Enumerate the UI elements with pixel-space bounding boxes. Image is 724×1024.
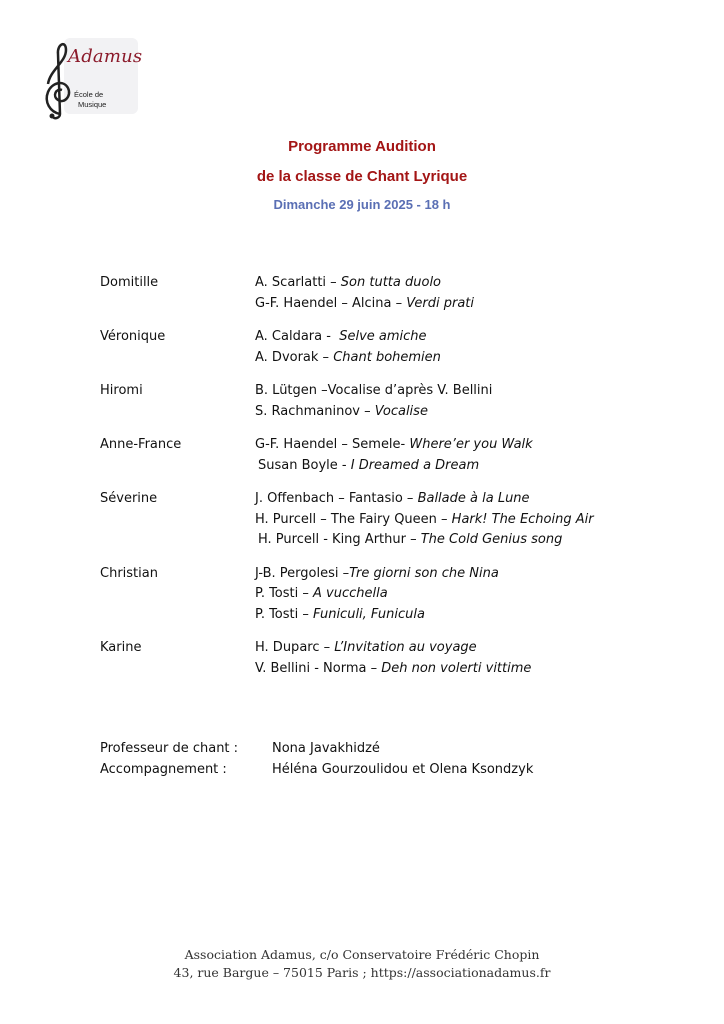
piece-composer-work: H. Purcell - King Arthur – (258, 532, 421, 547)
piece-line (255, 659, 660, 680)
piece-composer-work: P. Tosti – (255, 586, 314, 601)
page-title: Programme Audition (288, 138, 436, 155)
singer-name: Anne-France (100, 437, 182, 452)
singer-name: Karine (100, 640, 142, 655)
piece-title: Deh non volerti vittime (381, 660, 532, 676)
school-logo (38, 34, 142, 120)
piece-composer-work: B. Lütgen –Vocalise d’après V. Bellini (255, 383, 493, 398)
program-list (100, 273, 660, 692)
piece-title: A vucchella (313, 586, 388, 601)
piece-title: Hark! The Echoing Air (451, 511, 594, 527)
piece-line (255, 273, 660, 294)
singer-name: Véronique (100, 329, 166, 344)
piece-composer-work: H. Purcell – The Fairy Queen – (255, 511, 452, 527)
piece-line (255, 530, 660, 551)
singer-name: Séverine (100, 491, 158, 506)
piece-title: Funiculi, Funicula (313, 606, 425, 622)
piece-title: Son tutta duolo (340, 275, 442, 290)
piece-composer-work: V. Bellini - Norma – (255, 660, 382, 676)
piece-composer-work: P. Tosti – (255, 606, 314, 622)
piece-composer-work: A. Caldara - (255, 329, 340, 344)
footer-address-line-1: Association Adamus, c/o Conservatoire Frédéric Chopin (184, 947, 540, 962)
piece-list (255, 638, 660, 679)
program-entry (100, 327, 660, 368)
singer-name: Domitille (100, 275, 159, 290)
piece-list (255, 327, 660, 368)
piece-title: Verdi prati (406, 295, 475, 311)
piece-composer-work: A. Scarlatti – (255, 275, 341, 290)
piece-line (255, 348, 660, 369)
event-date: Dimanche 29 juin 2025 - 18 h (273, 197, 451, 212)
piece-list (255, 435, 660, 476)
piece-composer-work: G-F. Haendel – Alcina – (255, 295, 407, 311)
piece-composer-work: S. Rachmaninov – (255, 403, 375, 419)
piece-list (255, 381, 660, 422)
piece-title: Where’er you Walk (409, 437, 533, 452)
credits-section (100, 739, 533, 780)
piece-line (255, 584, 660, 605)
piece-line (255, 381, 660, 402)
piece-title: Selve amiche (339, 329, 427, 344)
credit-label: Accompagnement : (100, 761, 227, 777)
piece-composer-work: J-B. Pergolesi – (255, 565, 350, 581)
piece-line (255, 402, 660, 423)
credit-label: Professeur de chant : (100, 741, 239, 756)
piece-composer-work: H. Duparc – (255, 640, 335, 655)
program-entry (100, 381, 660, 422)
logo-brand-text: Adamus (68, 46, 143, 67)
piece-composer-work: G-F. Haendel – Semele- (255, 437, 410, 452)
singer-name: Hiromi (100, 383, 143, 398)
piece-list (255, 489, 660, 551)
piece-list (255, 564, 660, 626)
credit-row (100, 760, 533, 781)
singer-name: Christian (100, 565, 158, 581)
piece-title: I Dreamed a Dream (350, 457, 480, 473)
piece-line (255, 327, 660, 348)
piece-title: Chant bohemien (333, 349, 441, 365)
piece-line (255, 605, 660, 626)
footer-address-line-2: 43, rue Bargue – 75015 Paris ; https://associationadamus.fr (173, 965, 551, 980)
credit-value: Héléna Gourzoulidou et Olena Ksondzyk (272, 761, 534, 777)
credit-row (100, 739, 533, 760)
piece-composer-work: J. Offenbach – Fantasio – (255, 491, 418, 506)
page-subtitle: de la classe de Chant Lyrique (256, 168, 468, 185)
program-entry (100, 273, 660, 314)
program-entry (100, 489, 660, 551)
piece-line (255, 435, 660, 456)
piece-title: L’Invitation au voyage (334, 640, 477, 655)
piece-list (255, 273, 660, 314)
piece-line (255, 638, 660, 659)
logo-subtitle-2: Musique (78, 100, 107, 109)
piece-line (255, 294, 660, 315)
piece-line (255, 456, 660, 477)
piece-title: Vocalise (374, 403, 428, 419)
piece-composer-work: Susan Boyle - (258, 457, 351, 473)
piece-line (255, 564, 660, 585)
piece-composer-work: A. Dvorak – (255, 349, 334, 365)
footer (0, 946, 724, 982)
piece-line (255, 510, 660, 531)
piece-title: The Cold Genius song (420, 532, 563, 547)
piece-title: Tre giorni son che Nina (349, 565, 499, 581)
program-entry (100, 638, 660, 679)
logo-subtitle-1: École de (74, 90, 104, 99)
piece-line (255, 489, 660, 510)
program-entry (100, 564, 660, 626)
credit-value: Nona Javakhidzé (272, 741, 380, 756)
piece-title: Ballade à la Lune (417, 491, 530, 506)
program-entry (100, 435, 660, 476)
